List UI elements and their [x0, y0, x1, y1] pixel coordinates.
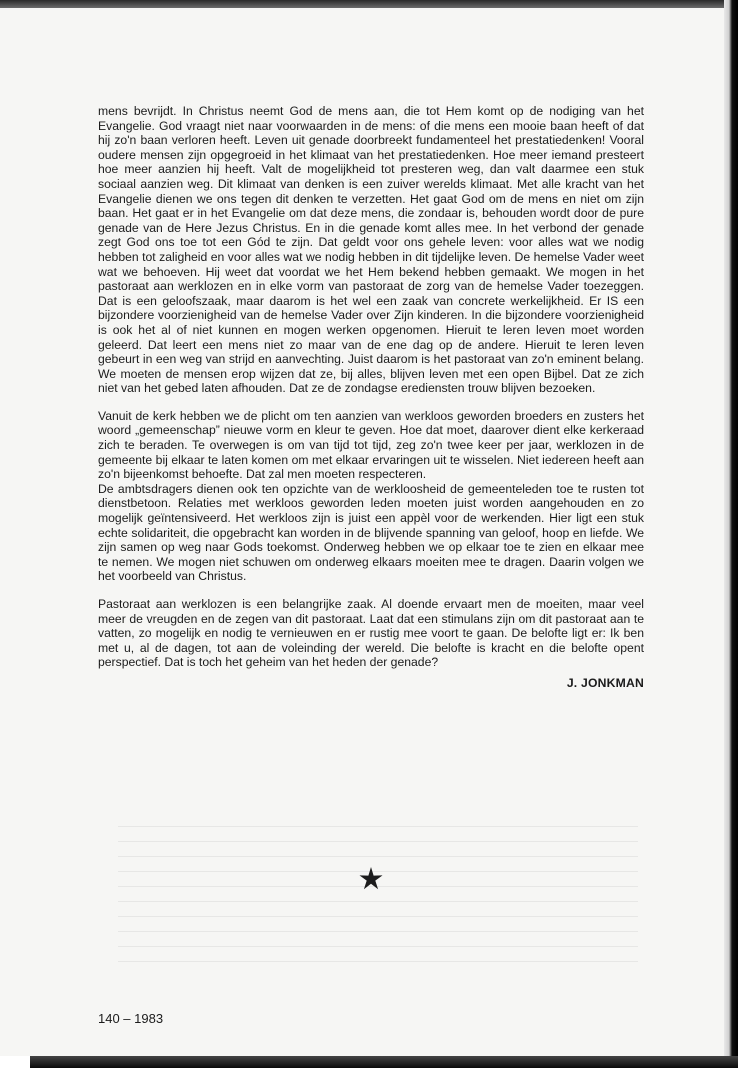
paragraph-1: mens bevrijdt. In Christus neemt God de mens aan, die tot Hem komt op de nodiging van het Evangelie. God vraagt niet naar voorwaarden in de mens: of die mens een mooie baan heeft of dat hij zo'n baan verloren heeft. Leven uit genade doorbreekt fundamenteel het prestatiedenken! Vooral oudere mensen zijn opgegroeid in het klimaat van het prestatiedenken. Hoe meer iemand presteert hoe meer aanzien hij heeft. Valt de mogelijkheid tot presteren weg, dan valt daarmee een stuk sociaal aanzien weg. Dit klimaat van denken is een zuiver werelds klimaat. Met alle kracht van het Evangelie dienen we ons tegen dit denken te verzetten. Het gaat God om de mens en niet om zijn baan. Het gaat er in het Evangelie om dat deze mens, die zondaar is, behouden wordt door de pure genade van de Here Jezus Christus. En in die genade komt alles mee. In het verbond der genade zegt God ons toe tot een Gód te zijn. Dat geldt voor ons gehele leven: voor alles wat we nodig hebben tot zaligheid en voor alles wat we nodig hebben in dit tijdelijke leven. De hemelse Vader weet wat we behoeven. Hij weet dat voordat we het Hem bekend hebben gemaakt. We mogen in het pastoraat aan werklozen en in elke vorm van pastoraat de zorg van de hemelse Vader toezeggen. Dat is een geloofszaak, maar daarom is het wel een zaak van concrete werkelijkheid. Er IS een bijzondere voorzienigheid van de hemelse Vader over Zijn kinderen. In die bijzondere voorzienigheid is ook het al of niet kunnen en mogen werken opgenomen. Hieruit te leren leven moet worden geleerd. Dat leert een mens niet zo maar van de ene dag op de andere. Hieruit te leren leven gebeurt in een weg van strijd en aanvechting. Juist daarom is het pastoraat van zo'n eminent belang. We moeten de mensen erop wijzen dat ze, bij alles, blijven leven met een open Bijbel. Dat ze zich niet van het gebed laten afhouden. Dat ze de zondagse erediensten trouw blijven bezoeken.: [98, 104, 644, 396]
document-page: [0, 8, 724, 1056]
show-through-texture: [118, 826, 638, 966]
scan-border-bottom: [30, 1056, 738, 1068]
article-body: [98, 104, 644, 691]
page-number: 140 – 1983: [98, 1011, 164, 1026]
scan-border-right: [724, 0, 738, 1068]
paragraph-3: De ambtsdragers dienen ook ten opzichte van de werkloosheid de gemeenteleden toe te rusten tot dienstbetoon. Relaties met werkloos geworden leden moeten juist worden aangehouden en zo mogelijk geïntensiveerd. Het werkloos zijn is juist een appèl voor de werkenden. Hier ligt een stuk echte solidariteit, die opgebracht kan worden in de blijvende spanning van geloof, hoop en liefde. We zijn samen op weg naar Gods toekomst. Onderweg hebben we op elkaar toe te zien en elkaar mee te nemen. We mogen niet schuwen om onderweg elkaars moeiten mee te dragen. Daarin volgen we het voorbeeld van Christus.: [98, 481, 644, 584]
paragraph-2: Vanuit de kerk hebben we de plicht om ten aanzien van werkloos geworden broeders en zusters het woord „gemeenschap” nieuwe vorm en kleur te geven. Hoe dat moet, daarover dient elke kerkeraad zich te beraden. Te overwegen is om van tijd tot tijd, zeg zo'n twee keer per jaar, werklozen in de gemeente bij elkaar te laten komen om met elkaar ervaringen uit te wisselen. Niet iedereen heeft aan zo'n bijeenkomst behoefte. Dat zal men moeten respecteren.: [98, 408, 644, 482]
author-signature: J. JONKMAN: [566, 675, 644, 690]
scan-border-top: [0, 0, 738, 8]
star-ornament-icon: [358, 866, 384, 892]
paragraph-4: Pastoraat aan werklozen is een belangrijke zaak. Al doende ervaart men de moeiten, maar veel meer de vreugden en de zegen van dit pastoraat. Laat dat een stimulans zijn om dit pastoraat aan te vatten, zo mogelijk en nodig te vernieuwen en er rustig mee voort te gaan. De belofte ligt er: Ik ben met u, al de dagen, tot aan de voleinding der wereld. Die belofte is kracht en die belofte opent perspectief. Dat is toch het geheim van het heden der genade?: [98, 597, 644, 670]
